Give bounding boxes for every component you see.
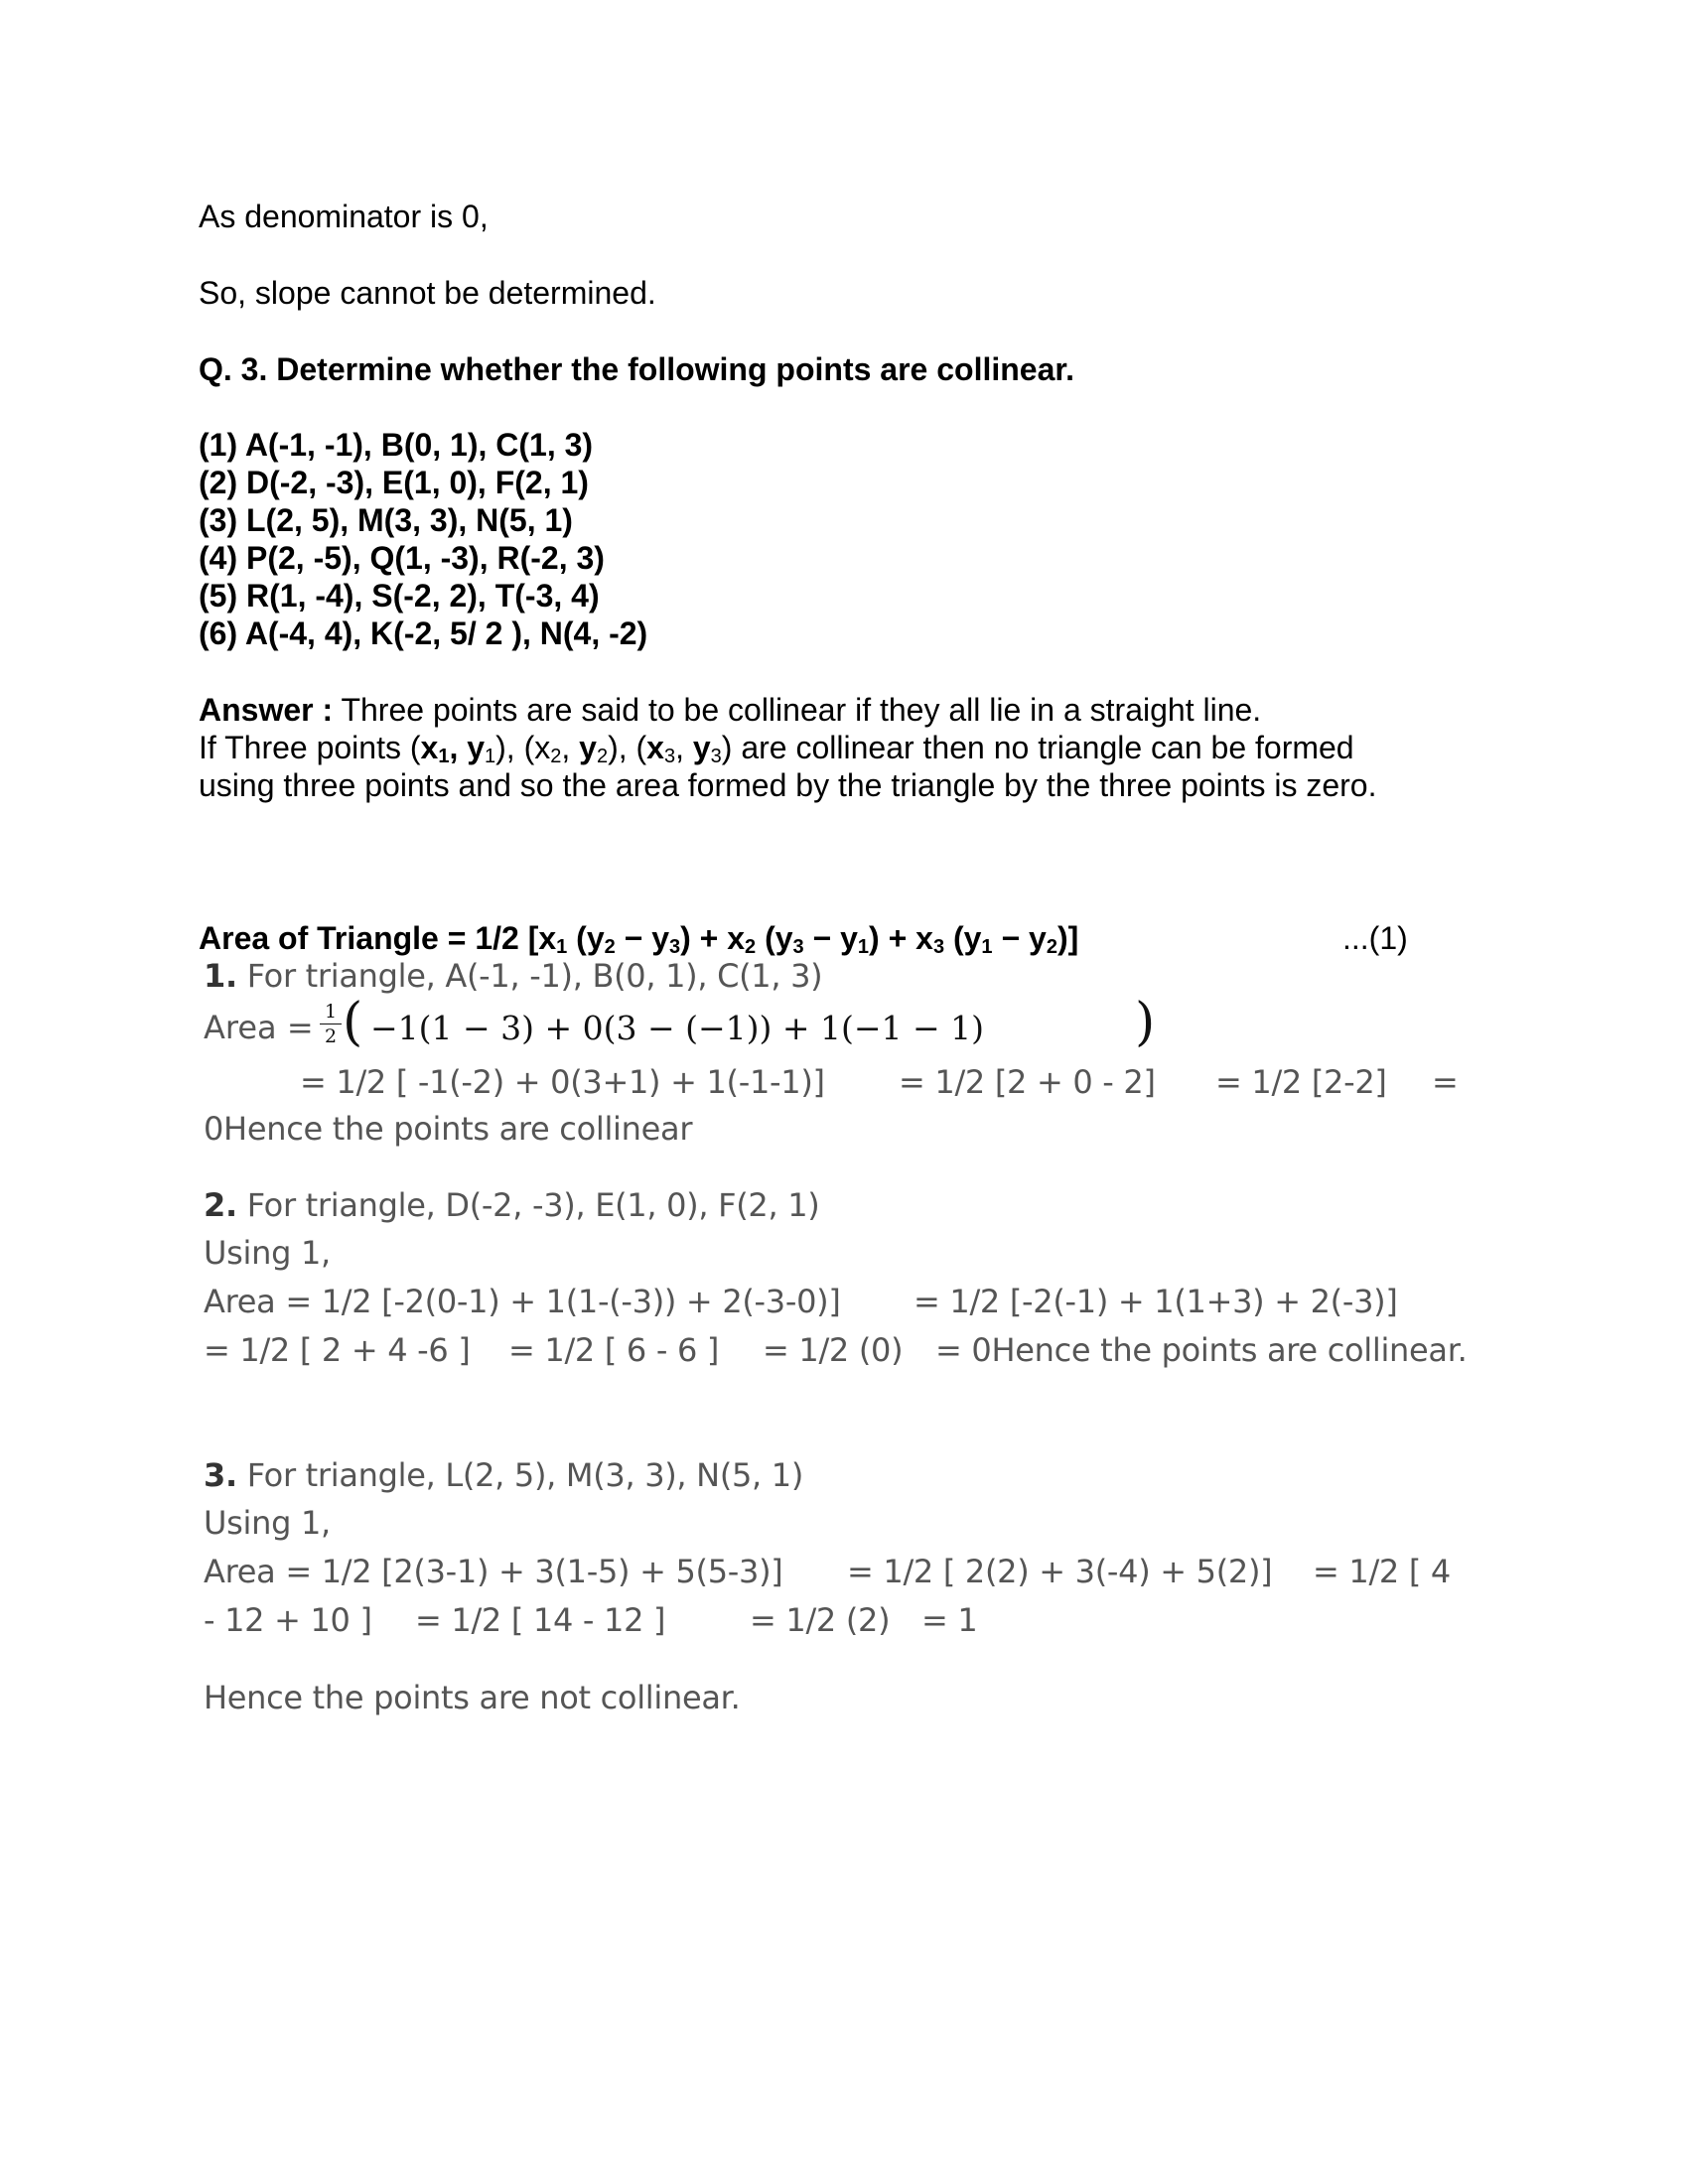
solution-1-steps: = 1/2 [ -1(-2) + 0(3+1) + 1(-1-1)] = 1/2 [2 + 0 - 2] = 1/2 [2-2] =	[300, 1063, 1459, 1101]
answer-text-1: Three points are said to be collinear if they all lie in a straight line.	[333, 692, 1262, 728]
solution-2-using: Using 1,	[204, 1234, 331, 1272]
solution-3-using: Using 1,	[204, 1504, 331, 1542]
question-item: (5) R(1, -4), S(-2, 2), T(-3, 4)	[199, 578, 600, 614]
solution-3-heading: 3. For triangle, L(2, 5), M(3, 3), N(5, 1)	[204, 1456, 804, 1494]
solution-3-steps-row-1: Area = 1/2 [2(3-1) + 3(1-5) + 5(5-3)] = 1/2 [ 2(2) + 3(-4) + 5(2)] = 1/2 [ 4	[204, 1553, 1451, 1590]
open-paren: (	[343, 993, 363, 1052]
intro-line-2: So, slope cannot be determined.	[199, 275, 656, 311]
fraction-one-half: 1 2	[320, 1001, 342, 1047]
intro-line-1: As denominator is 0,	[199, 199, 489, 234]
question-item: (1) A(-1, -1), B(0, 1), C(1, 3)	[199, 427, 594, 463]
question-item: (3) L(2, 5), M(3, 3), N(5, 1)	[199, 502, 573, 538]
question-title: Q. 3. Determine whether the following points are collinear.	[199, 351, 1074, 387]
area-expression: −1(1 − 3) + 0(3 − (−1)) + 1(−1 − 1)	[370, 1009, 985, 1047]
solution-2-steps-row-2: = 1/2 [ 2 + 4 -6 ] = 1/2 [ 6 - 6 ] = 1/2 (0) = 0Hence the points are collinear.	[204, 1331, 1468, 1369]
answer-line-2: If Three points ($x_1$, $y_1$), ($x_2$, $y_2$), ($x_3$, $y_3$) are collinear then no triangle can be formed	[199, 730, 1354, 767]
formula-reference: ...(1)	[1342, 920, 1408, 956]
answer-line-3: using three points and so the area formed by the triangle by the three points is zero.	[199, 767, 1377, 803]
answer-label: Answer :	[199, 692, 334, 728]
answer-line-1	[199, 691, 1261, 729]
solution-3-conclusion: Hence the points are not collinear.	[204, 1679, 741, 1716]
solution-3-steps-row-2: - 12 + 10 ] = 1/2 [ 14 - 12 ] = 1/2 (2) = 1	[204, 1601, 978, 1639]
solution-1-conclusion: 0Hence the points are collinear	[204, 1110, 693, 1148]
question-item: (2) D(-2, -3), E(1, 0), F(2, 1)	[199, 465, 589, 500]
area-formula: Area of Triangle = 1/2 [$x_1$ $(y_2 - y_3) + x_2$ $(y_3 - y_1) + x_3$ $(y_1 - y_2)$]	[199, 920, 1079, 958]
close-paren: )	[1135, 993, 1156, 1052]
question-item: (6) A(-4, 4), K(-2, 5/ 2 ), N(4, -2)	[199, 615, 648, 651]
solution-2-steps-row-1: Area = 1/2 [-2(0-1) + 1(1-(-3)) + 2(-3-0)] = 1/2 [-2(-1) + 1(1+3) + 2(-3)]	[204, 1283, 1398, 1320]
solution-2-heading: 2. For triangle, D(-2, -3), E(1, 0), F(2, 1)	[204, 1186, 820, 1224]
solution-1-heading: 1. For triangle, A(-1, -1), B(0, 1), C(1, 3)	[204, 957, 823, 995]
question-item: (4) P(2, -5), Q(1, -3), R(-2, 3)	[199, 540, 605, 576]
area-label: Area =	[204, 1009, 314, 1046]
